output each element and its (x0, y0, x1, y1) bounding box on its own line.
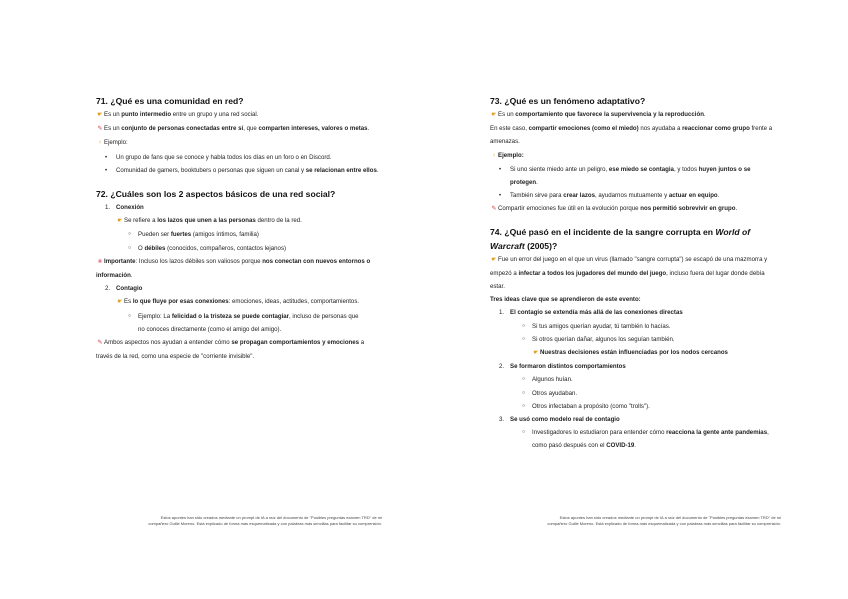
q74-paragraph: ☛Fue un error del juego en el que un virus (llamado "sangre corrupta") se escapó de una mazmorra y empezó a infectar a todos los jugadores del mundo del juego, incluso fuera del lugar donde debía estar. (490, 255, 768, 291)
list-item: • Comunidad de gamers, booktubers o personas que siguen un canal y se relacionan entre ellos. (96, 164, 381, 177)
list-item: ○ Otros infectaban a propósito (como "trolls"). (490, 400, 773, 413)
q72-contagio-desc: ☛Es lo que fluye por esas conexiones: emociones, ideas, actitudes, comportamientos. (96, 295, 381, 309)
q71-example-label: ♀ Ejemplo: (96, 136, 381, 150)
q72-important-note: ❀Importante: Incluso los lazos débiles son valiosos porque nos conectan con nuevos entornos o información. (96, 257, 371, 280)
q73-example-list (490, 163, 773, 203)
q71-line-2: ✎Es un conjunto de personas conectadas entre sí, que comparten intereses, valores o metas. (96, 122, 381, 136)
pushpin-icon: ✎ (97, 126, 103, 133)
list-item: ☛Nuestras decisiones están influenciadas por los nodos cercanos (490, 346, 773, 360)
pushpin-icon: ✎ (491, 206, 497, 213)
list-item: ○ Pueden ser fuertes (amigos íntimos, familia) (96, 228, 381, 241)
list-item: • Un grupo de fans que se conoce y habla todos los días en un foro o en Discord. (96, 151, 381, 164)
list-item: ○ Otros ayudaban. (490, 387, 773, 400)
q73-line-2: En este caso, compartir emociones (como el miedo) nos ayudaba a reaccionar como grupo frente a amenazas. (490, 125, 773, 146)
right-page-content (490, 94, 773, 453)
list-item: ○ Si tus amigos querían ayudar, tú también lo hacías. (490, 320, 773, 333)
list-item: ○ Investigadores lo estudiaron para entender cómo reacciona la gente ante pandemias, como pasó después con el COVID-19. (490, 426, 773, 452)
right-page-footer (494, 515, 781, 527)
q72-item-2-heading: 2. Contagio (105, 285, 143, 293)
lightbulb-icon: ♀ (491, 152, 497, 159)
q74-item-3-heading: 3. Se usó como modelo real de contagio (499, 416, 620, 424)
list-item: • También sirve para crear lazos, ayudarnos mutuamente y actuar en equipo. (490, 189, 773, 202)
q72-conexion-sublist (96, 228, 381, 254)
list-item: • Si uno siente miedo ante un peligro, ese miedo se contagia, y todos huyen juntos o se protegen. (490, 163, 773, 189)
footer-line: Estos apuntes han sido creados mediante un prompt de IA a raíz del documento de "Posibles preguntas examen TRD" de mi (559, 515, 781, 520)
list-item: ○ Algunos huían. (490, 373, 773, 386)
question-74-title: 74. ¿Qué pasó en el incidente de la sangre corrupta en World of Warcraft (2005)? (490, 226, 751, 251)
q74-item-2-heading: 2. Se formaron distintos comportamientos (499, 363, 626, 371)
pointing-hand-icon: ☛ (491, 256, 497, 263)
pointing-hand-icon: ☛ (117, 218, 123, 225)
pointing-hand-icon: ☛ (97, 112, 103, 118)
question-71-title: 71. ¿Qué es una comunidad en red? (96, 96, 244, 106)
q72-contagio-sublist (96, 310, 381, 336)
left-page-footer (88, 515, 382, 527)
footer-line: Estos apuntes han sido creados mediante un prompt de IA a raíz del documento de "Posibles preguntas examen TRD" de mi (160, 515, 382, 520)
q73-line-3: ✎Compartir emociones fue útil en la evolución porque nos permitió sobrevivir en grupo. (490, 202, 773, 216)
q74-item-1-sublist (490, 320, 773, 361)
list-item: ○ O débiles (conocidos, compañeros, contactos lejanos) (96, 242, 381, 255)
list-item-continuation: no conoces directamente (como el amigo del amigo). (138, 325, 282, 333)
q71-line-1: ☛Es un punto intermedio entre un grupo y una red social. (96, 108, 381, 122)
q74-item-2-sublist (490, 373, 773, 413)
q72-conclusion: ✎Ambos aspectos nos ayudan a entender cómo se propagan comportamientos y emociones a través de la red, como una especie de "corriente invisible". (96, 339, 365, 361)
list-item: ○ Ejemplo: La felicidad o la tristeza se puede contagiar, incluso de personas que (96, 310, 381, 323)
q74-item-3-sublist (490, 426, 773, 452)
pushpin-icon: ✎ (97, 340, 103, 347)
pointing-hand-icon: ☛ (491, 112, 497, 118)
q72-conexion-desc: ☛Se refiere a los lazos que unen a las personas dentro de la red. (96, 214, 381, 228)
q74-key-ideas: Tres ideas clave que se aprendieron de este evento: (490, 296, 641, 304)
question-72-title: 72. ¿Cuáles son los 2 aspectos básicos de una red social? (96, 189, 336, 200)
q73-line-1: ☛Es un comportamiento que favorece la supervivencia y la reproducción. (490, 108, 773, 122)
list-item: ○ Si otros querían dañar, algunos los seguían también. (490, 333, 773, 346)
footer-line: compañero Guille Moreno. Está explicado de forma más esquematizada y con palabras más sencillas para facilitar su comprensión. (547, 521, 781, 526)
q73-example-label: ♀ Ejemplo: (490, 149, 773, 163)
question-73-title: 73. ¿Qué es un fenómeno adaptativo? (490, 96, 646, 106)
lightbulb-icon: ♀ (97, 140, 103, 147)
q72-item-1-heading: 1. Conexión (105, 204, 144, 212)
pointing-hand-icon: ☛ (117, 299, 123, 306)
left-page-content (96, 94, 381, 363)
q71-example-list (96, 151, 381, 177)
footer-line: compañero Guille Moreno. Está explicado de forma más esquematizada y con palabras más sencillas para facilitar su comprensión. (148, 521, 382, 526)
q74-item-1-heading: 1. El contagio se extendía más allá de las conexiones directas (499, 309, 683, 317)
brain-icon: ❀ (97, 258, 103, 265)
pointing-hand-icon: ☛ (533, 350, 539, 357)
